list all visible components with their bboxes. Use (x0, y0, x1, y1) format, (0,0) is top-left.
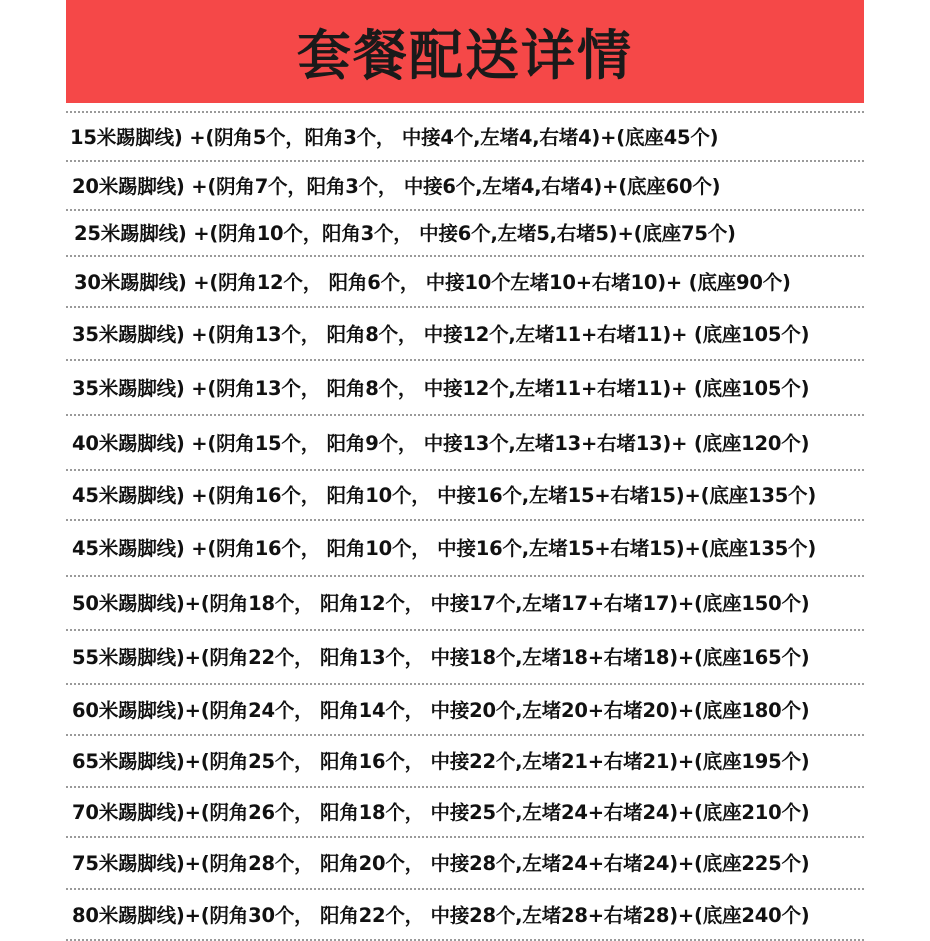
dotted-divider (66, 255, 864, 257)
header-banner (66, 0, 864, 103)
dotted-divider (66, 519, 864, 521)
package-detail-text: 55米踢脚线)+(阴角22个， 阳角13个， 中接18个,左堵18+右堵18)+(底座165个) (72, 646, 810, 669)
package-row (66, 160, 864, 209)
package-row (66, 836, 864, 888)
package-row (66, 469, 864, 519)
dotted-divider (66, 836, 864, 838)
package-detail-text: 70米踢脚线)+(阴角26个， 阳角18个， 中接25个,左堵24+右堵24)+(底座210个) (72, 801, 810, 824)
package-detail-text: 20米踢脚线) +(阴角7个，阳角3个， 中接6个,左堵4,右堵4)+(底座60个) (72, 175, 721, 198)
dotted-divider (66, 306, 864, 308)
package-detail-text: 75米踢脚线)+(阴角28个， 阳角20个， 中接28个,左堵24+右堵24)+(底座225个) (72, 852, 810, 875)
package-row (66, 306, 864, 359)
package-row (66, 414, 864, 469)
dotted-divider (66, 160, 864, 162)
package-row (66, 629, 864, 683)
package-detail-text: 40米踢脚线) +(阴角15个， 阳角9个， 中接13个,左堵13+右堵13)+ (底座120个) (72, 432, 810, 455)
dotted-divider (66, 111, 864, 113)
dotted-divider (66, 469, 864, 471)
package-row (66, 359, 864, 414)
package-row (66, 734, 864, 786)
dotted-divider (66, 209, 864, 211)
package-row (66, 255, 864, 306)
dotted-divider (66, 359, 864, 361)
package-row (66, 575, 864, 629)
package-detail-text: 45米踢脚线) +(阴角16个， 阳角10个， 中接16个,左堵15+右堵15)+(底座135个) (72, 484, 817, 507)
package-row (66, 209, 864, 255)
package-detail-text: 45米踢脚线) +(阴角16个， 阳角10个， 中接16个,左堵15+右堵15)+(底座135个) (72, 537, 817, 560)
package-row (66, 519, 864, 575)
package-row (66, 683, 864, 734)
package-detail-text: 25米踢脚线) +(阴角10个，阳角3个， 中接6个,左堵5,右堵5)+(底座75个) (74, 222, 736, 245)
package-detail-text: 65米踢脚线)+(阴角25个， 阳角16个， 中接22个,左堵21+右堵21)+(底座195个) (72, 750, 810, 773)
dotted-divider (66, 683, 864, 685)
page-title: 套餐配送详情 (297, 24, 633, 87)
dotted-divider (66, 888, 864, 890)
package-detail-text: 15米踢脚线) +(阴角5个，阳角3个， 中接4个,左堵4,右堵4)+(底座45个) (70, 126, 719, 149)
dotted-divider (66, 786, 864, 788)
package-detail-text: 30米踢脚线) +(阴角12个， 阳角6个， 中接10个左堵10+右堵10)+ (底座90个) (74, 271, 791, 294)
package-detail-text: 35米踢脚线) +(阴角13个， 阳角8个， 中接12个,左堵11+右堵11)+ (底座105个) (72, 323, 810, 346)
package-row (66, 111, 864, 160)
package-detail-text: 60米踢脚线)+(阴角24个， 阳角14个， 中接20个,左堵20+右堵20)+(底座180个) (72, 699, 810, 722)
package-detail-text: 80米踢脚线)+(阴角30个， 阳角22个， 中接28个,左堵28+右堵28)+(底座240个) (72, 904, 810, 927)
package-row (66, 786, 864, 836)
dotted-divider (66, 575, 864, 577)
dotted-divider (66, 734, 864, 736)
package-detail-text: 35米踢脚线) +(阴角13个， 阳角8个， 中接12个,左堵11+右堵11)+ (底座105个) (72, 377, 810, 400)
dotted-divider (66, 414, 864, 416)
dotted-divider (66, 629, 864, 631)
package-row (66, 888, 864, 939)
package-detail-text: 50米踢脚线)+(阴角18个， 阳角12个， 中接17个,左堵17+右堵17)+(底座150个) (72, 592, 810, 615)
